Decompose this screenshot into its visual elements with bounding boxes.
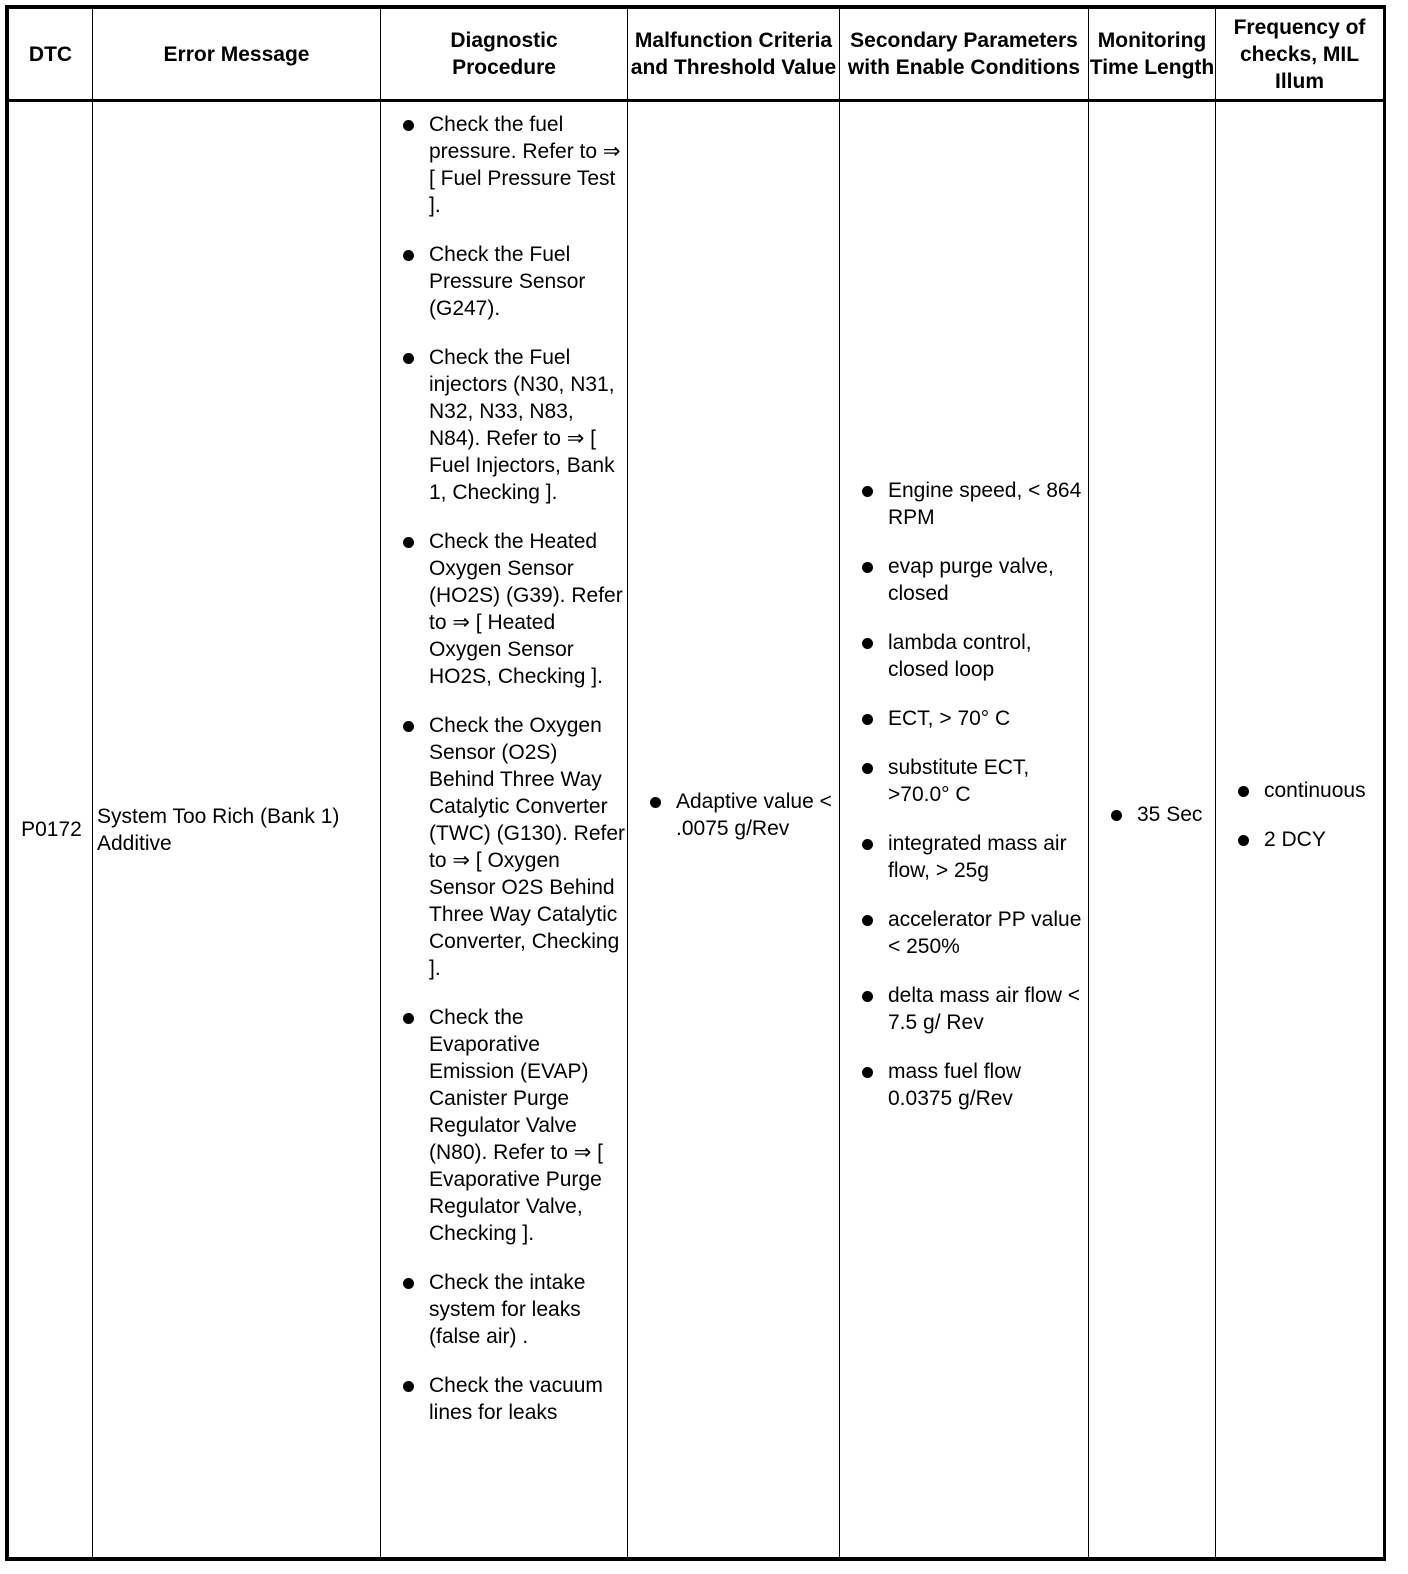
frequency-cell: [1216, 101, 1384, 1558]
header-error-message: Error Message: [93, 9, 381, 101]
parameter-item: evap purge valve, closed: [840, 553, 1088, 607]
procedure-item: Check the Fuel Pressure Sensor (G247).: [381, 241, 627, 322]
secondary-parameters-list: [840, 477, 1088, 1112]
procedure-item: Check the Oxygen Sensor (O2S) Behind Three Way Catalytic Converter (TWC) (G130). Refer to ⇒ [ Oxygen Sensor O2S Behind Three Way Catalytic Converter, Checking ].: [381, 712, 627, 982]
parameter-item: mass fuel flow 0.0375 g/Rev: [840, 1058, 1088, 1112]
header-secondary-parameters: Secondary Parameters with Enable Conditions: [840, 9, 1089, 101]
frequency-item: 2 DCY: [1216, 826, 1383, 853]
criteria-item: Adaptive value < .0075 g/Rev: [628, 788, 839, 842]
diagnostic-table-container: [5, 5, 1386, 1561]
header-malfunction-criteria: Malfunction Criteria and Threshold Value: [628, 9, 840, 101]
procedure-item: Check the intake system for leaks (false air) .: [381, 1269, 627, 1350]
header-monitoring-time: Monitoring Time Length: [1089, 9, 1216, 101]
malfunction-criteria-cell: [628, 101, 840, 1558]
parameter-item: lambda control, closed loop: [840, 629, 1088, 683]
frequency-item: continuous: [1216, 777, 1383, 804]
monitoring-time-cell: [1089, 101, 1216, 1558]
monitoring-time-list: [1089, 801, 1215, 828]
diagnostic-procedure-cell: [381, 101, 628, 1558]
parameter-item: delta mass air flow < 7.5 g/ Rev: [840, 982, 1088, 1036]
parameter-item: accelerator PP value < 250%: [840, 906, 1088, 960]
dtc-cell: P0172: [9, 101, 93, 1558]
header-dtc: DTC: [9, 9, 93, 101]
parameter-item: substitute ECT, >70.0° C: [840, 754, 1088, 808]
procedure-item: Check the fuel pressure. Refer to ⇒ [ Fuel Pressure Test ].: [381, 111, 627, 219]
parameter-item: ECT, > 70° C: [840, 705, 1088, 732]
header-row: [9, 9, 1384, 101]
malfunction-criteria-list: [628, 788, 839, 842]
table-row: [9, 101, 1384, 1558]
frequency-list: [1216, 777, 1383, 853]
procedure-item: Check the vacuum lines for leaks: [381, 1372, 627, 1426]
procedure-item: Check the Heated Oxygen Sensor (HO2S) (G39). Refer to ⇒ [ Heated Oxygen Sensor HO2S, Checking ].: [381, 528, 627, 690]
header-diagnostic-procedure-label: Diagnostic Procedure: [450, 29, 558, 79]
procedure-item: Check the Fuel injectors (N30, N31, N32, N33, N83, N84). Refer to ⇒ [ Fuel Injectors, Bank 1, Checking ].: [381, 344, 627, 506]
procedure-item: Check the Evaporative Emission (EVAP) Canister Purge Regulator Valve (N80). Refer to ⇒ [ Evaporative Purge Regulator Valve, Checking ].: [381, 1004, 627, 1247]
diagnostic-procedure-list: [381, 107, 627, 1462]
secondary-parameters-cell: [840, 101, 1089, 1558]
header-frequency: Frequency of checks, MIL Illum: [1216, 9, 1384, 101]
diagnostic-table: [8, 8, 1384, 1558]
parameter-item: integrated mass air flow, > 25g: [840, 830, 1088, 884]
header-diagnostic-procedure: [381, 9, 628, 101]
error-message-cell: System Too Rich (Bank 1) Additive: [93, 101, 381, 1558]
parameter-item: Engine speed, < 864 RPM: [840, 477, 1088, 531]
monitoring-item: 35 Sec: [1089, 801, 1215, 828]
